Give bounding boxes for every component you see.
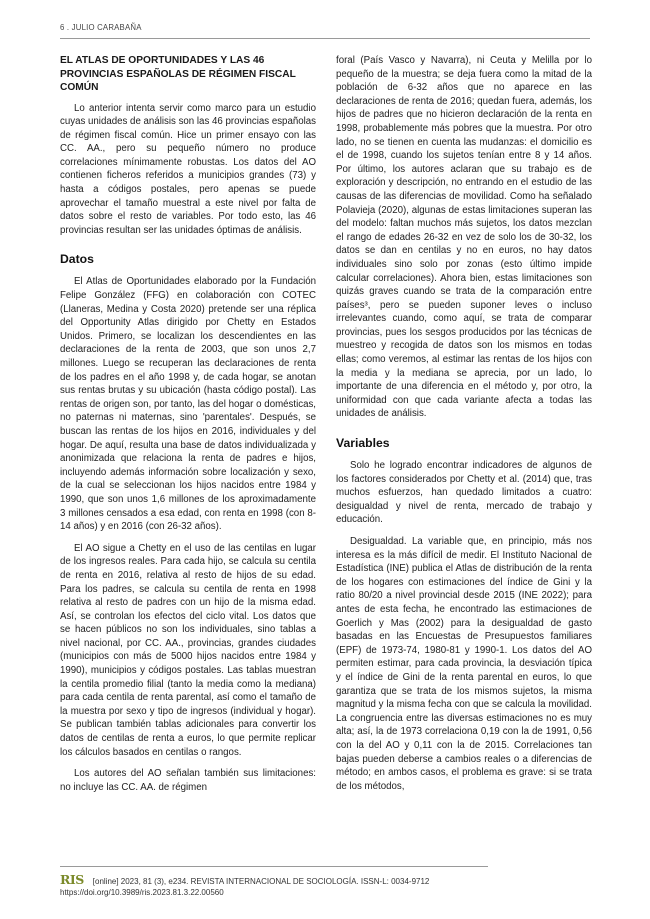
left-column bbox=[60, 54, 316, 844]
footer bbox=[60, 872, 429, 887]
running-head: 6 . JULIO CARABAÑA bbox=[60, 23, 142, 32]
ris-logo: RIS bbox=[60, 872, 84, 887]
datos-heading: Datos bbox=[60, 252, 94, 267]
intro-paragraph: Lo anterior intenta servir como marco para un estudio cuyas unidades de análisis son las 46 provincias españolas de régimen fiscal común. Hice un primer ensayo con las CC. AA., pero su pequeño número no produce correlaciones mínimamente robustas. Los datos del AO contienen ficheros referidos a municipios grandes (73) y hasta a códigos postales, pero apenas se puede aprovechar el tamaño muestral a este nivel por falta de datos sobre el resto de variables. Por todo esto, las 46 provincias resultan ser las unidades óptimas de análisis. bbox=[60, 102, 316, 236]
datos-paragraph-1: El Atlas de Oportunidades elaborado por la Fundación Felipe González (FFG) en colaboración con COTEC (Llaneras, Medina y Costa 2020) pretende ser una réplica del Opportunity Atlas dirigido por Chetty en Estados Unidos. Primero, se localizan los descendientes en las declaraciones de la renta de 2003, que son unos 2,7 millones. Luego se recuperan las declaraciones de renta de los padres en el año 1998 y, de cada hogar, se anotan sus rentas brutas y su ubicación (hasta código postal). Las rentas de origen son, por tanto, las del hogar o domésticas, no paternas ni maternas, sino 'parentales'. Después, se buscan las rentas de los hijos en 2016, individuales y del hogar. De aquí, resulta una base de datos individualizada y anonimizada que relaciona la renta de padres e hijos, incluyendo además información sobre localización y sexo, de la cual se seleccionan los hijos nacidos entre 1984 y 1990, que son unos 1,6 millones de los aproximadamente 3 millones censados a esa edad, con renta en 1998 (con 8-14 años) y en 2016 (con 26-32 años). bbox=[60, 276, 316, 533]
section-title: EL ATLAS DE OPORTUNIDADES Y LAS 46 PROVINCIAS ESPAÑOLAS DE RÉGIMEN FISCAL COMÚN bbox=[60, 55, 296, 93]
variables-paragraph-2: Desigualdad. La variable que, en principio, más nos interesa es la más difícil de medir. El Instituto Nacional de Estadística (INE) publica el Atlas de distribución de la renta de los hogares con estimaciones del índice de Gini y la ratio 80/20 a nivel provincial desde 2015 (INE 2022); para antes de esta fecha, he encontrado las estimaciones de Goerlich y Mas (2002) para la desigualdad de gasto basadas en las Encuestas de Presupuestos familiares (EPF) de 1973-74, 1980-81 y 1990-1. Los datos del AO permiten estimar, para cada provincia, la desviación típica y el índice de Gini de la renta parental en euros, lo que garantiza que se trata de los mismos sujetos, la misma magnitud y la misma fecha con que se calcula la movilidad. La congruencia entre las diversas estimaciones no es muy alta; así, la de 1973 correlaciona 0,19 con la de 1991, 0,56 con la del AO y 0,11 con la de 2015. Correlaciones tan bajas pueden deberse a cambios reales o a diferencias de método; en ambos casos, el problema es grave: si se trata de los métodos, bbox=[336, 536, 592, 792]
continued-paragraph: foral (País Vasco y Navarra), ni Ceuta y Melilla por lo pequeño de la muestra; se deja fuera como la mitad de la población de 6-32 años que no aparece en las declaraciones de renta de 2016; quedan fuera, además, los hijos de padres que no hicieron declaración de la renta en 1998, probablemente más pobres que la muestra. Por otro lado, no se tienen en cuenta las mudanzas: el domicilio es el de 1998, cuando los sujetos tenían entre 8 y 14 años. Por último, los autores aclaran que su trabajo es de exploración y descripción, no entrando en el estudio de las causas de las diferencias de movilidad. Como ha señalado Polavieja (2020), algunas de estas limitaciones superan las del modelo: faltan muchos más sujetos, los datos mezclan el rango de edades 26-32 en vez de solo los de 30-32, los datos se dan en centilas y no en euros, no hay datos individuales sino solo por zonas (esto último impide calcular correlaciones). Ahora bien, estas limitaciones son quizás graves cuando se trata de la comparación entre países³, pero se pueden suponer leves o incluso irrelevantes cuando, como aquí, se trata de comparar provincias, pues los sesgos producidos por las técnicas de muestreo y recogida de datos son los mismos en todas ellas; como veremos, al estimar las rentas de los hijos con la media y la mediana se aprecia, por un lado, lo importante de una diferencia en el método y, por otro, la uniformidad con que cada variante afecta a todas las unidades de análisis. bbox=[336, 55, 592, 420]
header-divider bbox=[60, 38, 590, 39]
datos-paragraph-2: El AO sigue a Chetty en el uso de las centilas en lugar de los ingresos reales. Para cada hijo, se calcula su centila de renta en 2016, relativa al resto de hijos de su edad. Para los padres, se calcula su centila de renta en 1998 relativa al resto de padres con un hijo de la misma edad. Así, se controlan los efectos del ciclo vital. Los datos que se hacen públicos no son los individuales, sino tablas a nivel nacional, por CC. AA., provincias, grandes ciudades (municipios con más de 5000 hijos nacidos entre 1984 y 1990), municipios y códigos postales. Las tablas muestran la centila promedio filial (tanto la media como la mediana) para cada centila de renta parental, así como el tamaño de la muestra por sexo y tipo de ingresos (individual y hogar). Se publican también tablas adicionales para convertir los datos de centilas de renta a euros, lo que permite replicar los cálculos basados en centilas o rangos. bbox=[60, 542, 316, 758]
datos-paragraph-3: Los autores del AO señalan también sus limitaciones: no incluye las CC. AA. de régimen bbox=[60, 768, 316, 793]
footer-divider bbox=[60, 866, 488, 867]
article-body bbox=[60, 54, 592, 844]
variables-heading: Variables bbox=[336, 436, 390, 451]
doi-link[interactable]: https://doi.org/10.3989/ris.2023.81.3.22.00560 bbox=[60, 888, 224, 897]
footer-citation: [online] 2023, 81 (3), e234. REVISTA INTERNACIONAL DE SOCIOLOGÍA. ISSN-L: 0034-9712 bbox=[92, 877, 430, 886]
variables-paragraph-1: Solo he logrado encontrar indicadores de algunos de los factores considerados por Chetty et al. (2014) que, tras muchos esfuerzos, han quedado limitados a cuatro: desigualdad y nivel de renta, mercado de trabajo y educación. bbox=[336, 460, 592, 526]
right-column bbox=[336, 54, 592, 844]
